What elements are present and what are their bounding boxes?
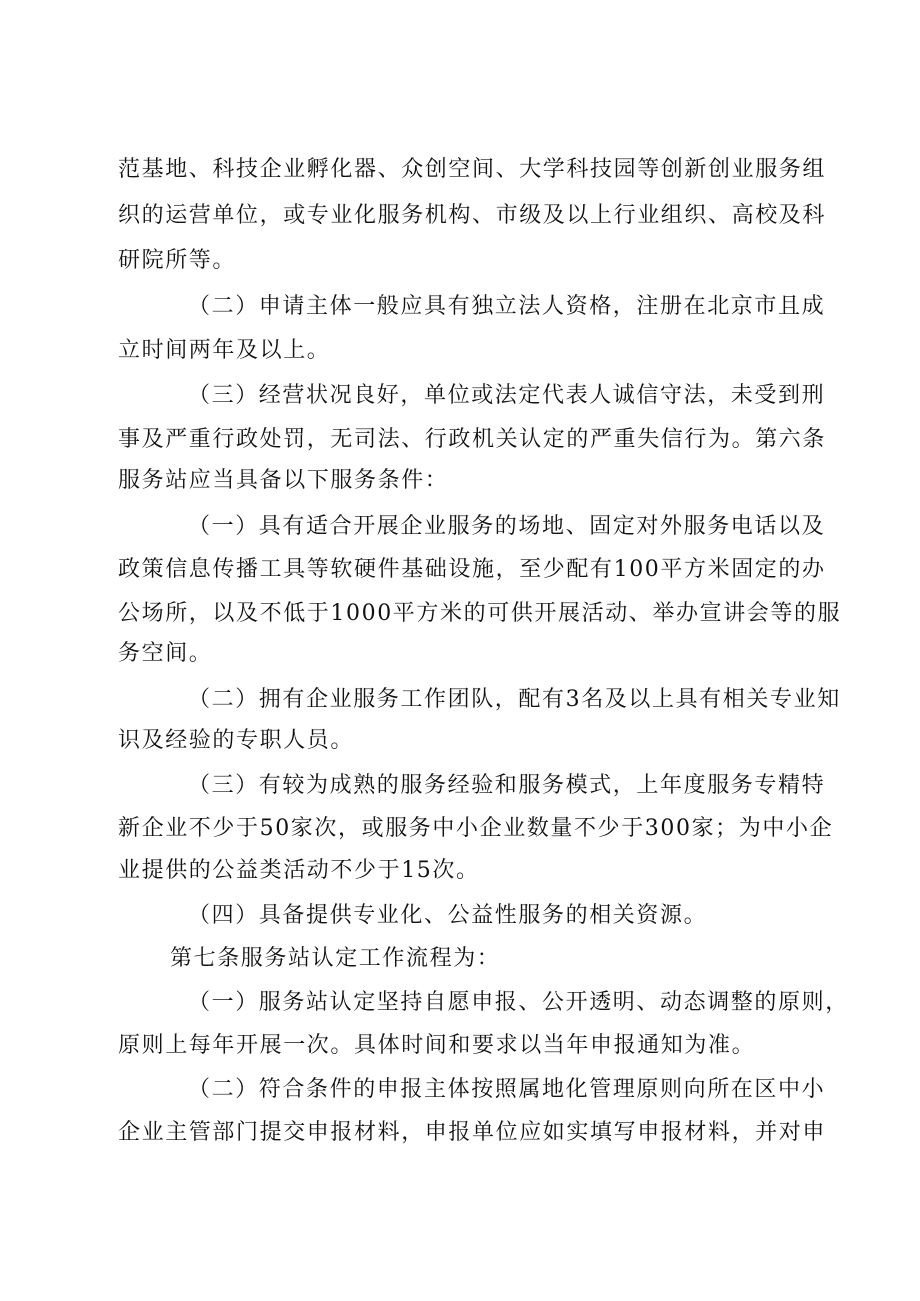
text-line: 识及经验的专职人员。 (118, 728, 355, 753)
text-line: 务空间。 (118, 641, 213, 666)
text-line: 原则上每年开展一次。具体时间和要求以当年申报通知为准。 (118, 1033, 756, 1058)
text-line: （三）经营状况良好，单位或法定代表人诚信守法，未受到刑 (188, 383, 826, 408)
text-line: 政策信息传播工具等软硬件基础设施，至少配有100平方米固定的办 (118, 557, 826, 582)
text-line: 第七条服务站认定工作流程为： (170, 946, 501, 971)
text-line: 新企业不少于50家次，或服务中小企业数量不少于300家；为中小企 (118, 816, 834, 841)
text-line: （三）有较为成熟的服务经验和服务模式，上年度服务专精特 (188, 773, 826, 798)
text-line: 服务站应当具备以下服务条件： (118, 468, 449, 493)
text-line: （二）拥有企业服务工作团队，配有3名及以上具有相关专业知 (188, 687, 841, 712)
text-line: 公场所，以及不低于1000平方米的可供开展活动、举办宣讲会等的服 (118, 601, 842, 626)
text-line: （二）申请主体一般应具有独立法人资格，注册在北京市且成 (188, 294, 826, 319)
text-line: 立时间两年及以上。 (118, 338, 331, 363)
text-line: 研院所等。 (118, 248, 237, 273)
text-line: 织的运营单位，或专业化服务机构、市级及以上行业组织、高校及科 (118, 203, 827, 228)
text-line: 范基地、科技企业孵化器、众创空间、大学科技园等创新创业服务组 (118, 157, 827, 182)
text-line: （一）服务站认定坚持自愿申报、公开透明、动态调整的原则， (188, 990, 849, 1015)
text-line: 事及严重行政处罚，无司法、行政机关认定的严重失信行为。第六条 (118, 427, 827, 452)
text-line: （四）具备提供专业化、公益性服务的相关资源。 (188, 903, 708, 928)
text-line: （二）符合条件的申报主体按照属地化管理原则向所在区中小 (188, 1077, 826, 1102)
text-line: 企业主管部门提交申报材料，申报单位应如实填写申报材料，并对申 (118, 1120, 827, 1145)
text-line: 业提供的公益类活动不少于15次。 (118, 858, 480, 883)
text-line: （一）具有适合开展企业服务的场地、固定对外服务电话以及 (188, 514, 826, 539)
